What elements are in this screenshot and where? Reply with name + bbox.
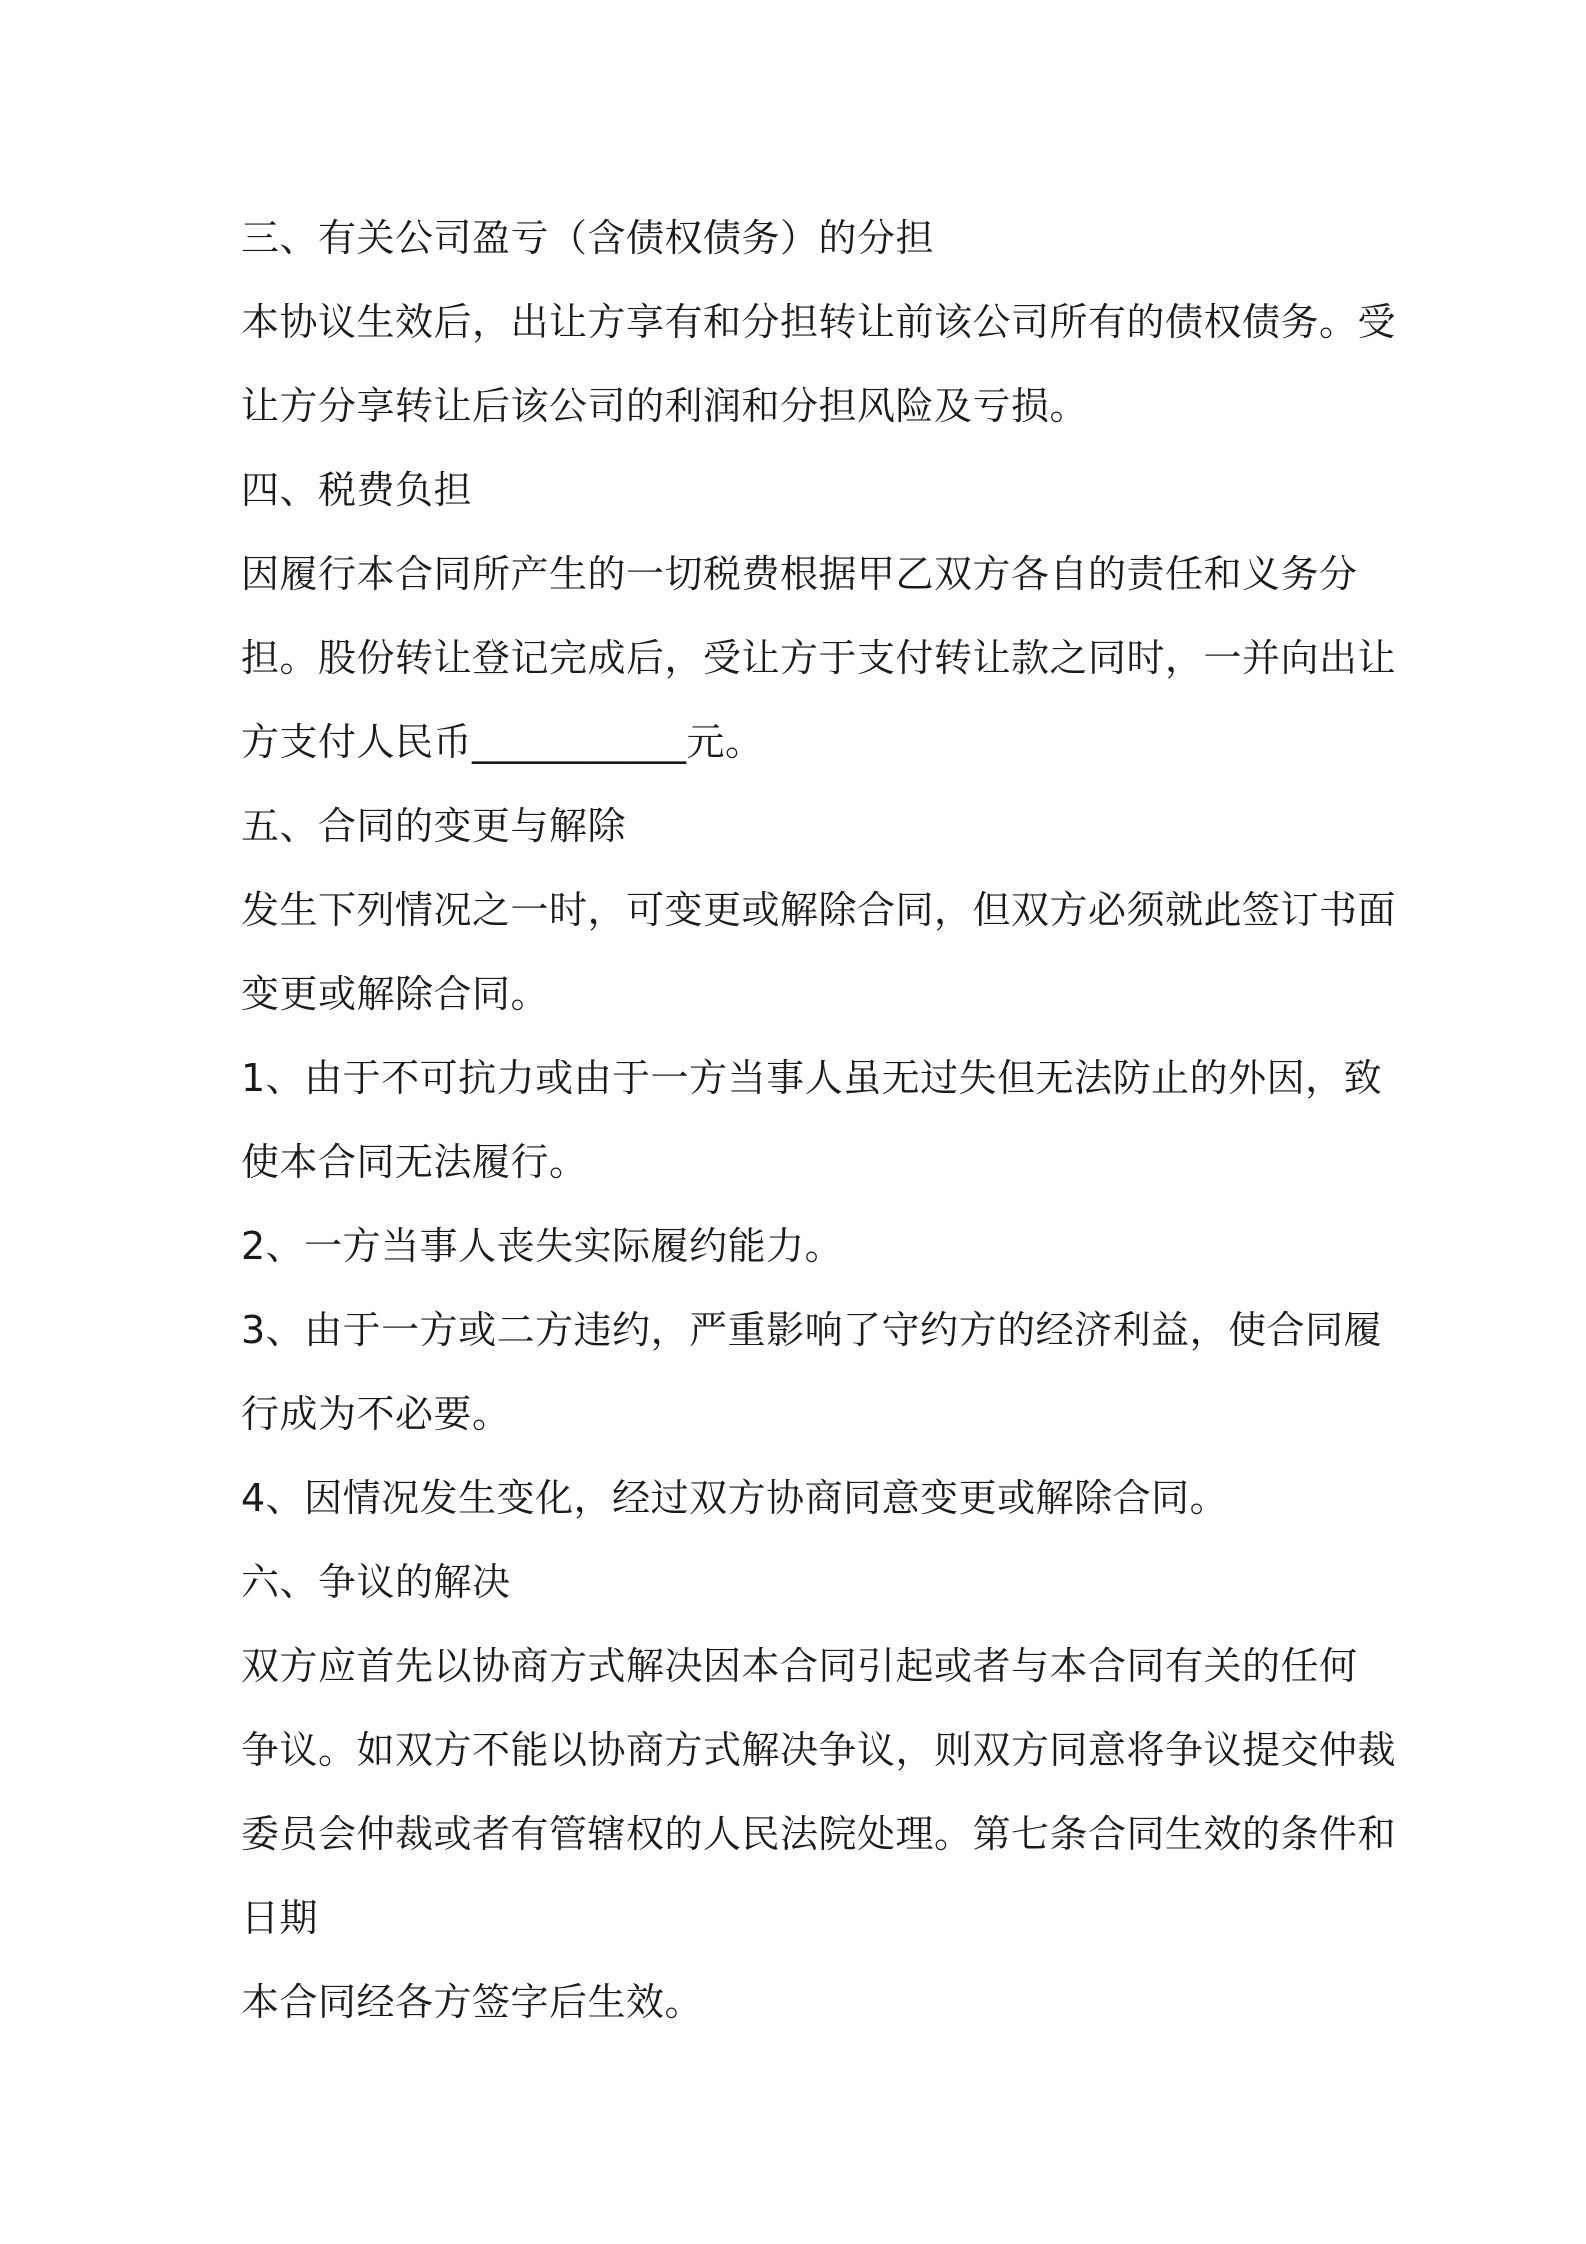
list-item-line: 1、由于不可抗力或由于一方当事人虽无过失但无法防止的外因，致	[241, 1056, 1383, 1100]
list-item-line: 行成为不必要。	[241, 1392, 511, 1436]
paragraph-line: 日期	[241, 1896, 319, 1940]
paragraph-line: 变更或解除合同。	[241, 972, 550, 1016]
paragraph-line: 双方应首先以协商方式解决因本合同引起或者与本合同有关的任何	[241, 1644, 1358, 1688]
paragraph-line: 让方分享转让后该公司的利润和分担风险及亏损。	[241, 384, 1089, 428]
paragraph-line: 争议。如双方不能以协商方式解决争议，则双方同意将争议提交仲裁	[241, 1728, 1397, 1772]
paragraph-line: 本协议生效后，出让方享有和分担转让前该公司所有的债权债务。受	[241, 300, 1397, 344]
list-item-line: 使本合同无法履行。	[241, 1140, 588, 1184]
paragraph-line: 委员会仲裁或者有管辖权的人民法院处理。第七条合同生效的条件和	[241, 1812, 1397, 1856]
section-heading-taxes: 四、税费负担	[241, 468, 473, 512]
list-item-line: 4、因情况发生变化，经过双方协商同意变更或解除合同。	[241, 1476, 1229, 1520]
section-heading-profit-loss: 三、有关公司盈亏（含债权债务）的分担	[241, 216, 935, 260]
paragraph-line: 发生下列情况之一时，可变更或解除合同，但双方必须就此签订书面	[241, 888, 1397, 932]
document-body	[241, 196, 1397, 2044]
section-heading-amendment: 五、合同的变更与解除	[241, 804, 627, 848]
paragraph-line: 本合同经各方签字后生效。	[241, 1980, 704, 2024]
paragraph-line: 方支付人民币___________元。	[241, 720, 764, 764]
section-heading-dispute: 六、争议的解决	[241, 1560, 511, 1604]
paragraph-line: 因履行本合同所产生的一切税费根据甲乙双方各自的责任和义务分	[241, 552, 1358, 596]
list-item-line: 3、由于一方或二方违约，严重影响了守约方的经济利益，使合同履	[241, 1308, 1383, 1352]
paragraph-line: 担。股份转让登记完成后，受让方于支付转让款之同时，一并向出让	[241, 636, 1397, 680]
list-item-line: 2、一方当事人丧失实际履约能力。	[241, 1224, 844, 1268]
